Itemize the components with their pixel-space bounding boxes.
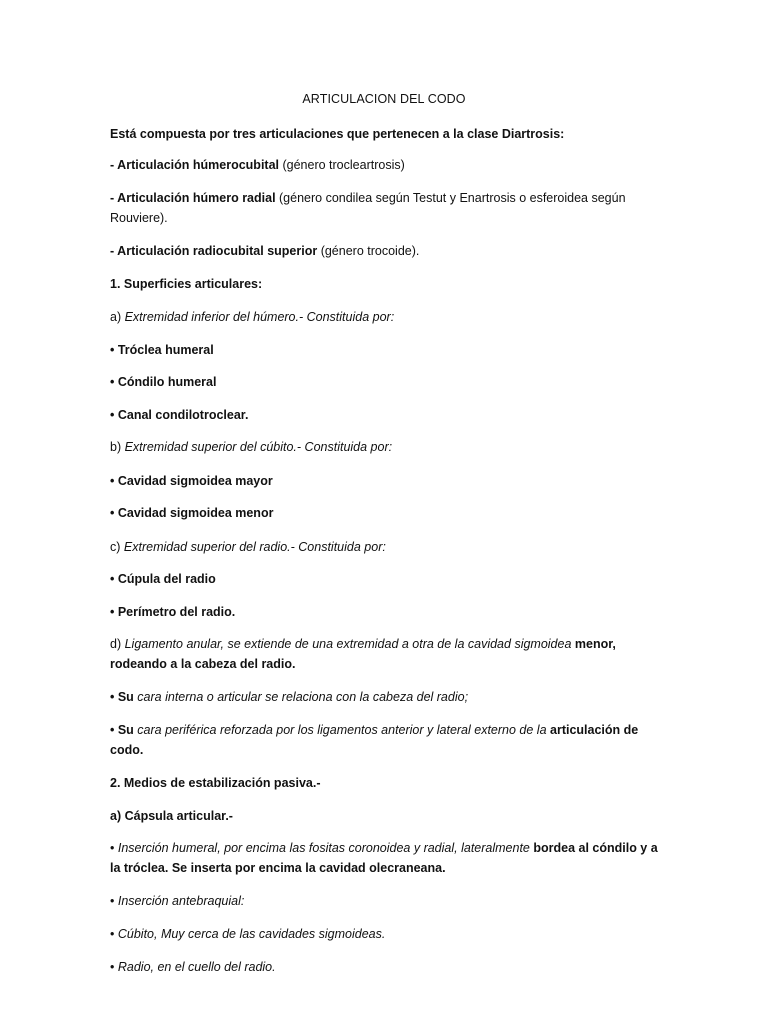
bullet-lead: • bbox=[110, 927, 118, 941]
item-text: Extremidad inferior del húmero.- Constituida por: bbox=[124, 310, 395, 324]
bullet-cubito bbox=[110, 924, 658, 944]
bullet-canal: • Canal condilotroclear. bbox=[110, 408, 249, 422]
bullet-sigmoidea-mayor: • Cavidad sigmoidea mayor bbox=[110, 474, 273, 488]
subsection-a bbox=[110, 307, 658, 327]
joint-name: - Articulación húmero radial bbox=[110, 191, 276, 205]
item-letter: d) bbox=[110, 637, 125, 651]
bullet-text: cara periférica reforzada por los ligamentos anterior y lateral externo de la bbox=[137, 723, 547, 737]
item-text: Extremidad superior del cúbito.- Constituida por: bbox=[124, 440, 393, 454]
joint-humerocubital bbox=[110, 155, 658, 175]
bullet-cupula: • Cúpula del radio bbox=[110, 572, 216, 586]
bullet-text: cara interna o articular se relaciona con la cabeza del radio; bbox=[137, 690, 469, 704]
capsula-heading: a) Cápsula articular.- bbox=[110, 809, 233, 823]
bullet-text: Radio, en el cuello del radio. bbox=[117, 960, 276, 974]
bullet-bold-text: articulación de codo. bbox=[110, 723, 639, 757]
bullet-lead: • bbox=[110, 841, 118, 855]
bullet-lead: • bbox=[110, 960, 118, 974]
bullet-cara-interna bbox=[110, 687, 658, 707]
subsection-b bbox=[110, 437, 658, 457]
bullet-text: Inserción antebraquial: bbox=[117, 894, 245, 908]
bullet-text: Inserción humeral, por encima las fositas coronoidea y radial, lateralmente bbox=[117, 841, 530, 855]
bullet-insercion-antebraquial bbox=[110, 891, 658, 911]
joint-genre: (género condilea según Testut y Enartrosis o esferoidea según Rouviere). bbox=[110, 191, 626, 225]
bullet-troclea: • Tróclea humeral bbox=[110, 343, 214, 357]
item-letter: c) bbox=[110, 540, 124, 554]
item-letter: b) bbox=[110, 440, 125, 454]
bullet-bold-text: bordea al cóndilo y a la tróclea. Se inserta por encima la cavidad olecraneana. bbox=[110, 841, 658, 875]
bullet-condilo: • Cóndilo humeral bbox=[110, 375, 217, 389]
bullet-cara-periferica bbox=[110, 720, 658, 760]
bullet-insercion-humeral bbox=[110, 838, 658, 878]
joint-genre: (género trocleartrosis) bbox=[279, 158, 405, 172]
item-text: Ligamento anular, se extiende de una extremidad a otra de la cavidad sigmoidea bbox=[124, 637, 572, 651]
subsection-c bbox=[110, 537, 658, 557]
bullet-lead: • Su bbox=[110, 723, 138, 737]
bullet-lead: • Su bbox=[110, 690, 138, 704]
joint-radiocubital bbox=[110, 241, 658, 261]
bullet-text: Cúbito, Muy cerca de las cavidades sigmoideas. bbox=[117, 927, 386, 941]
item-letter: a) bbox=[110, 310, 125, 324]
joint-genre: (género trocoide). bbox=[317, 244, 420, 258]
bullet-lead: • bbox=[110, 894, 118, 908]
item-bold-text: menor, rodeando a la cabeza del radio. bbox=[110, 637, 616, 671]
bullet-sigmoidea-menor: • Cavidad sigmoidea menor bbox=[110, 506, 274, 520]
document-title: ARTICULACION DEL CODO bbox=[302, 92, 466, 106]
joint-humeroradial bbox=[110, 188, 658, 228]
joint-name: - Articulación radiocubital superior bbox=[110, 244, 318, 258]
section-heading-1: 1. Superficies articulares: bbox=[110, 277, 263, 291]
subsection-d bbox=[110, 634, 658, 674]
section-heading-2: 2. Medios de estabilización pasiva.- bbox=[110, 776, 321, 790]
bullet-perimetro: • Perímetro del radio. bbox=[110, 605, 236, 619]
item-text: Extremidad superior del radio.- Constituida por: bbox=[123, 540, 386, 554]
bullet-radio bbox=[110, 957, 658, 977]
intro-paragraph: Está compuesta por tres articulaciones que pertenecen a la clase Diartrosis: bbox=[110, 127, 565, 141]
joint-name: - Articulación húmerocubital bbox=[110, 158, 280, 172]
